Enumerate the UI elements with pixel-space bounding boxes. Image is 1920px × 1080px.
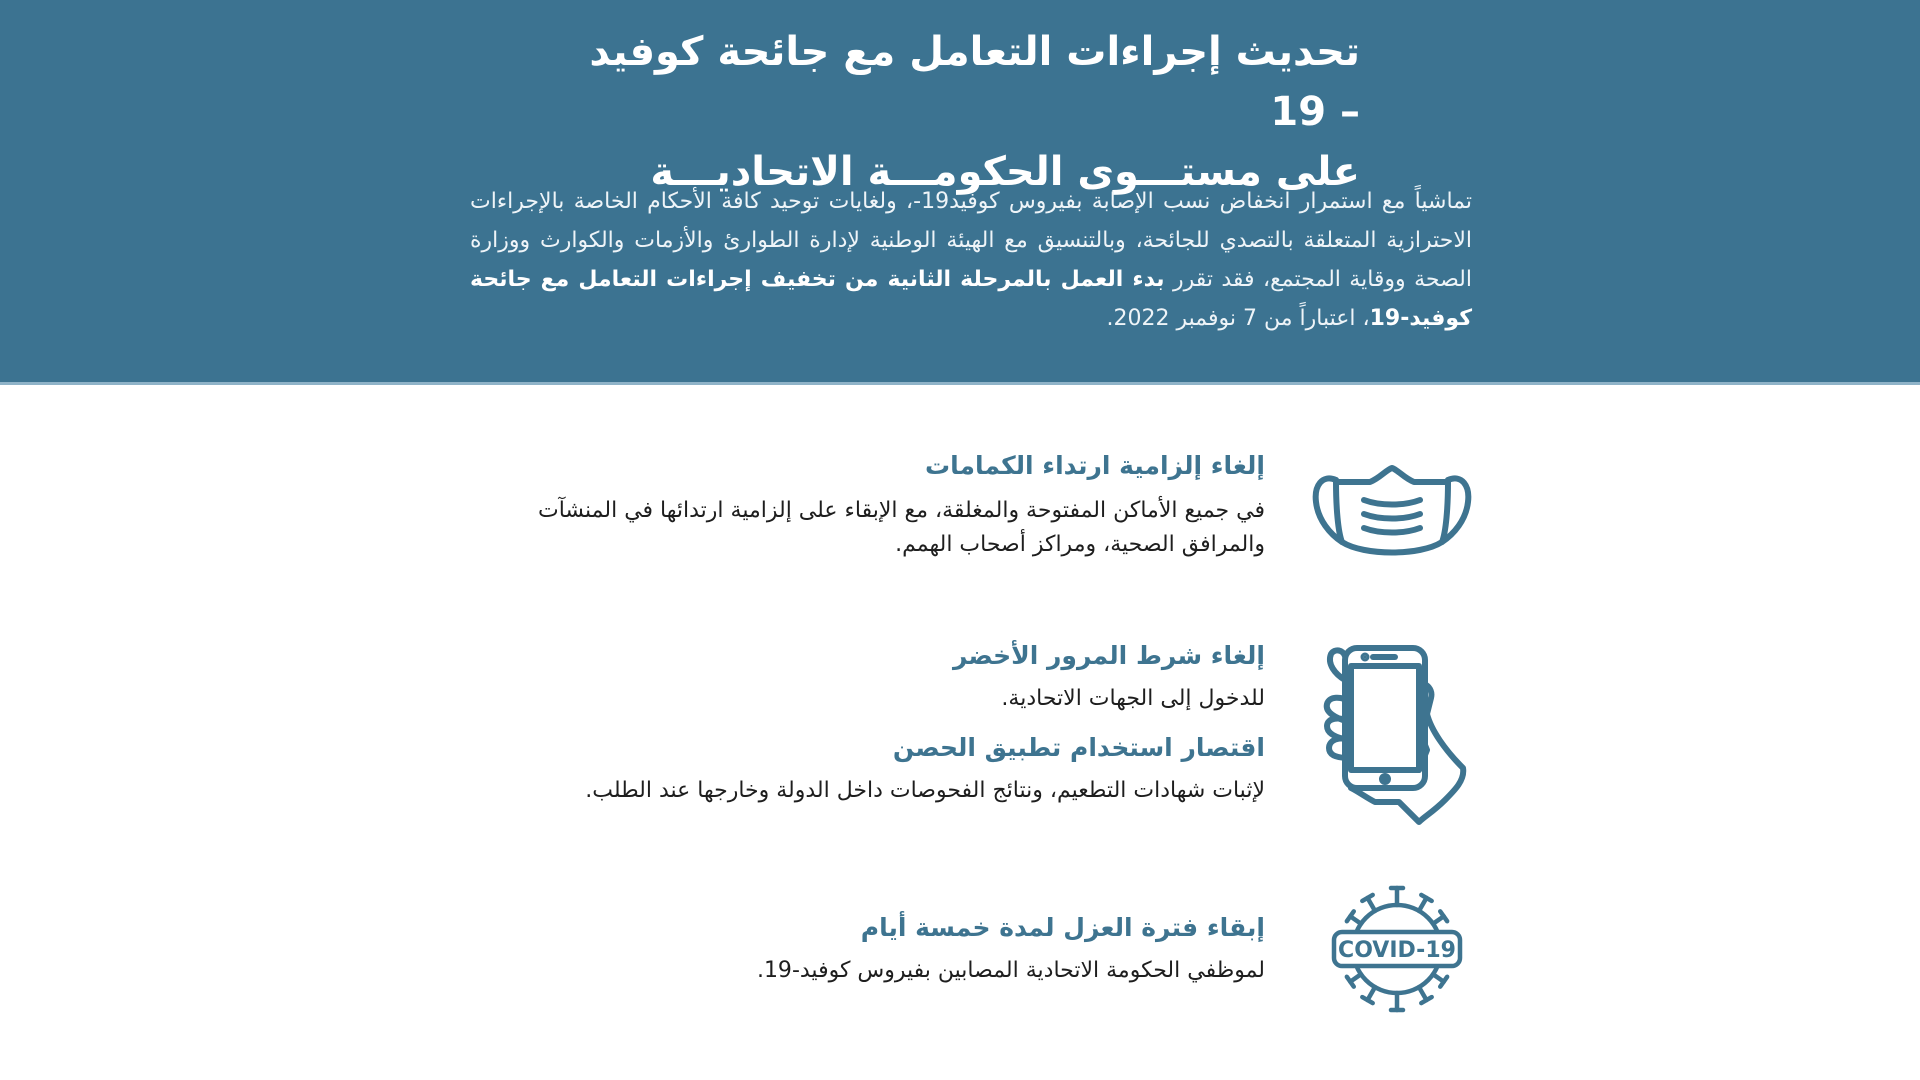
page-title bbox=[560, 22, 1360, 202]
item-text: للدخول إلى الجهات الاتحادية. bbox=[1001, 686, 1265, 711]
title-line-1: تحديث إجراءات التعامل مع جائحة كوفيد – 19 bbox=[589, 29, 1360, 135]
item-text: في جميع الأماكن المفتوحة والمغلقة، مع الإبقاء على إلزامية ارتدائها في المنشآت والمرافق الصحية، ومراكز أصحاب الهمم. bbox=[538, 498, 1265, 557]
intro-paragraph bbox=[470, 182, 1472, 338]
intro-bold-text: بدء العمل بالمرحلة الثانية من تخفيف إجراءات التعامل مع جائحة كوفيد-19 bbox=[470, 267, 1472, 331]
item-heading: إلغاء شرط المرور الأخضر bbox=[952, 641, 1265, 670]
item-subtext: لإثبات شهادات التطعيم، ونتائج الفحوصات داخل الدولة وخارجها عند الطلب. bbox=[585, 778, 1265, 803]
item-masks bbox=[470, 446, 1265, 562]
item-heading: إبقاء فترة العزل لمدة خمسة أيام bbox=[860, 913, 1265, 942]
item-subheading: اقتصار استخدام تطبيق الحصن bbox=[892, 733, 1265, 762]
covid-virus-icon bbox=[1330, 882, 1464, 1016]
intro-text-2: ، اعتباراً من 7 نوفمبر 2022. bbox=[1106, 306, 1370, 331]
covid-icon-label: COVID-19 bbox=[1338, 938, 1456, 963]
title-line-2: على مستـــوى الحكومـــة الاتحاديـــة bbox=[650, 149, 1360, 195]
header-banner bbox=[0, 0, 1920, 385]
item-heading: إلغاء إلزامية ارتداء الكمامات bbox=[924, 451, 1265, 480]
item-text: لموظفي الحكومة الاتحادية المصابين بفيروس كوفيد-19. bbox=[756, 958, 1265, 983]
intro-text-1: تماشياً مع استمرار انخفاض نسب الإصابة بفيروس كوفيد19-، ولغايات توحيد كافة الأحكام الخاصة بالإجراءات الاحترازية المتعلقة بالتصدي للجائحة، وبالتنسيق مع الهيئة الوطنية لإدارة الطوارئ والأزمات والكوارث ووزارة الصحة ووقاية المجتمع، فقد تقرر bbox=[470, 189, 1472, 292]
item-isolation bbox=[470, 908, 1265, 988]
item-green-pass bbox=[470, 636, 1265, 808]
face-mask-icon bbox=[1312, 452, 1472, 562]
hand-holding-phone-icon bbox=[1315, 640, 1475, 830]
